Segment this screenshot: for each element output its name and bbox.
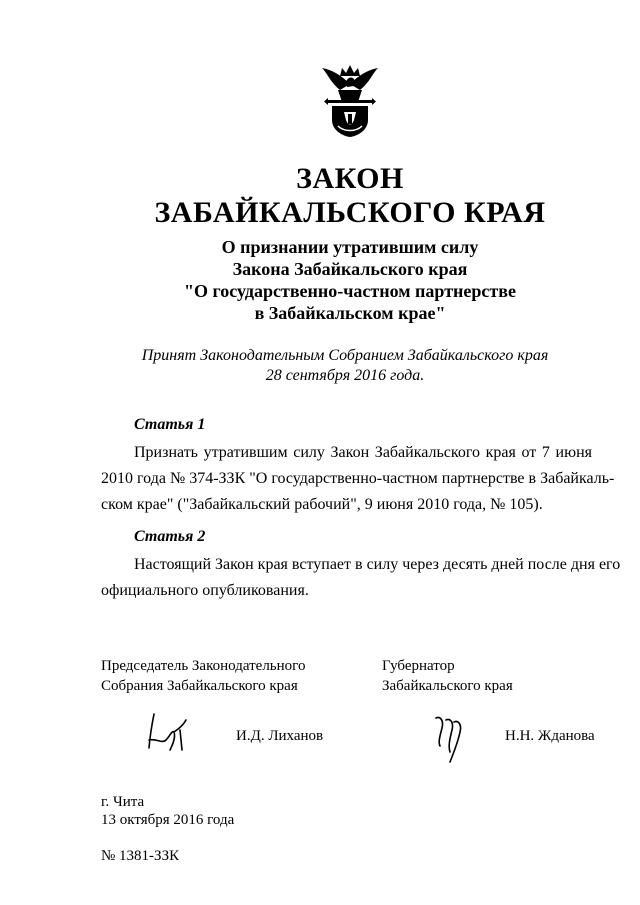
- article-1-text: [101, 440, 615, 518]
- governor-title-line2: Забайкальского края: [382, 678, 513, 694]
- subtitle-line: О признании утратившим силу: [221, 237, 479, 257]
- text-line: Настоящий Закон края вступает в силу через десять дней после дня его: [134, 556, 621, 573]
- document-subtitle: [0, 236, 640, 324]
- article-2-text: [101, 552, 621, 604]
- adoption-line1: Принят Законодательным Собранием Забайкальского края: [141, 347, 549, 364]
- adoption-note: [0, 346, 640, 386]
- city: г. Чита: [101, 794, 145, 810]
- signing-date: 13 октября 2016 года: [101, 812, 235, 828]
- chairman-signature: [140, 710, 190, 759]
- zabaikalsky-krai-coat-of-arms-icon: [318, 60, 382, 138]
- subtitle-line: в Забайкальском крае": [254, 303, 446, 323]
- governor-name: Н.Н. Жданова: [505, 728, 595, 744]
- document-title-line2: ЗАБАЙКАЛЬСКОГО КРАЯ: [154, 196, 546, 229]
- document-title-line1: ЗАКОН: [296, 162, 404, 195]
- chairman-name: И.Д. Лиханов: [236, 728, 324, 744]
- chairman-title: [101, 656, 305, 696]
- text-line: 2010 года № 374-ЗЗК "О государственно-частном партнерстве в Забайкаль-: [101, 470, 615, 487]
- governor-title: [382, 656, 513, 696]
- subtitle-line: "О государственно-частном партнерстве: [184, 281, 516, 301]
- chairman-title-line1: Председатель Законодательного: [101, 658, 306, 674]
- subtitle-line: Закона Забайкальского края: [232, 259, 468, 279]
- article-2-heading: Статья 2: [134, 528, 206, 545]
- chairman-title-line2: Собрания Забайкальского края: [101, 678, 298, 694]
- adoption-line2: 28 сентября 2016 года.: [265, 367, 425, 384]
- law-number: № 1381-ЗЗК: [101, 848, 180, 864]
- governor-title-line1: Губернатор: [382, 658, 455, 674]
- text-line: ском крае" ("Забайкальский рабочий", 9 июня 2010 года, № 105).: [101, 496, 543, 513]
- text-line: официального опубликования.: [101, 582, 309, 599]
- text-line: Признать утратившим силу Закон Забайкальского края от 7 июня: [134, 444, 592, 461]
- governor-signature: [428, 712, 468, 769]
- article-1-heading: Статья 1: [134, 416, 206, 433]
